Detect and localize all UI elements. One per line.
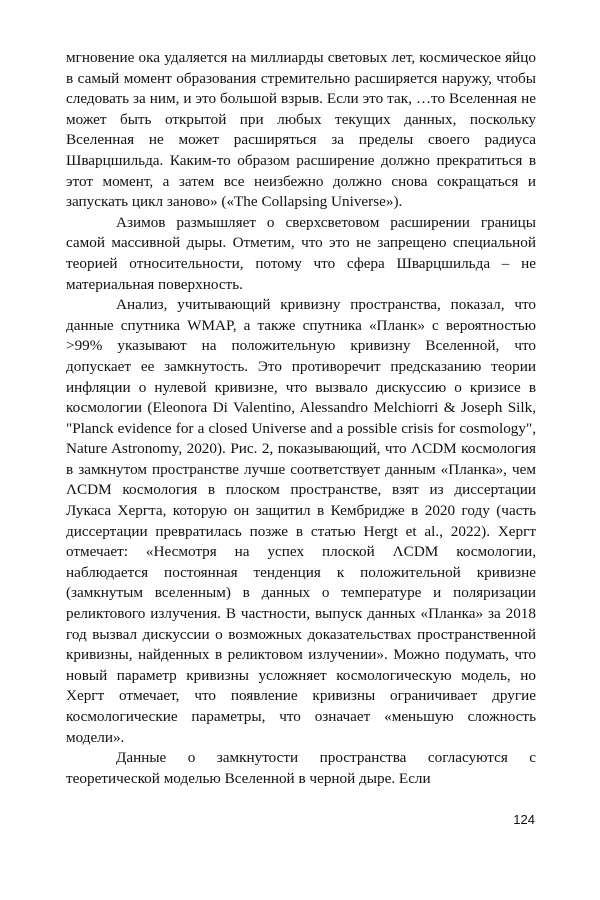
paragraph-4: Данные о замкнутости пространства согласуются с теоретической моделью Вселенной в черной дыре. Если xyxy=(66,749,536,787)
page-number: 124 xyxy=(513,812,535,827)
paragraph-2: Азимов размышляет о сверхсветовом расширении границы самой массивной дыры. Отметим, что это не запрещено специальной теорией относительности, потому что сфера Шварцшильда – не материальная поверхность. xyxy=(66,213,536,293)
paragraph-1: мгновение ока удаляется на миллиарды световых лет, космическое яйцо в самый момент образования стремительно расширяется наружу, чтобы следовать за ним, и это большой взрыв. Если это так, …то Вселенная не может быть открытой при любых текущих данных, поскольку Вселенная не может расширяться за пределы своего радиуса Шварцшильда. Каким-то образом расширение должно прекратиться в этот момент, а затем все неизбежно должно снова сокращаться и запускать цикл заново» («The Collapsing Universe»). xyxy=(66,49,536,211)
paragraph-3: Анализ, учитывающий кривизну пространства, показал, что данные спутника WMAP, а также спутника «Планк» с вероятностью >99% указывают на положительную кривизну Вселенной, что допускает ее замкнутость. Это противоречит предсказанию теории инфляции о нулевой кривизне, что вызвало дискуссию о кризисе в космологии (Eleonora Di Valentino, Alessandro Melchiorri & Joseph Silk, "Planck evidence for a closed Universe and a possible crisis for cosmology", Nature Astronomy, 2020). Рис. 2, показывающий, что ΛCDM космология в замкнутом пространстве лучше соответствует данным «Планка», чем ΛCDM космология в плоском пространстве, взят из диссертации Лукаса Хергта, которую он защитил в Кембридже в 2020 году (часть диссертации превратилась позже в статью Hergt et al., 2022). Хергт отмечает: «Несмотря на успех плоской ΛCDM космологии, наблюдается постоянная тенденция к положительной кривизне (замкнутым вселенным) в данных о температуре и поляризации реликтового излучения. В частности, выпуск данных «Планка» за 2018 год вызвал дискуссии о возможных доказательствах пространственной кривизны, найденных в реликтовом излучении». Можно подумать, что новый параметр кривизны усложняет космологическую модель, но Хергт отмечает, что появление кривизны ограничивает другие космологические параметры, что означает «меньшую сложность модели». xyxy=(66,296,536,746)
body-text xyxy=(66,48,536,789)
